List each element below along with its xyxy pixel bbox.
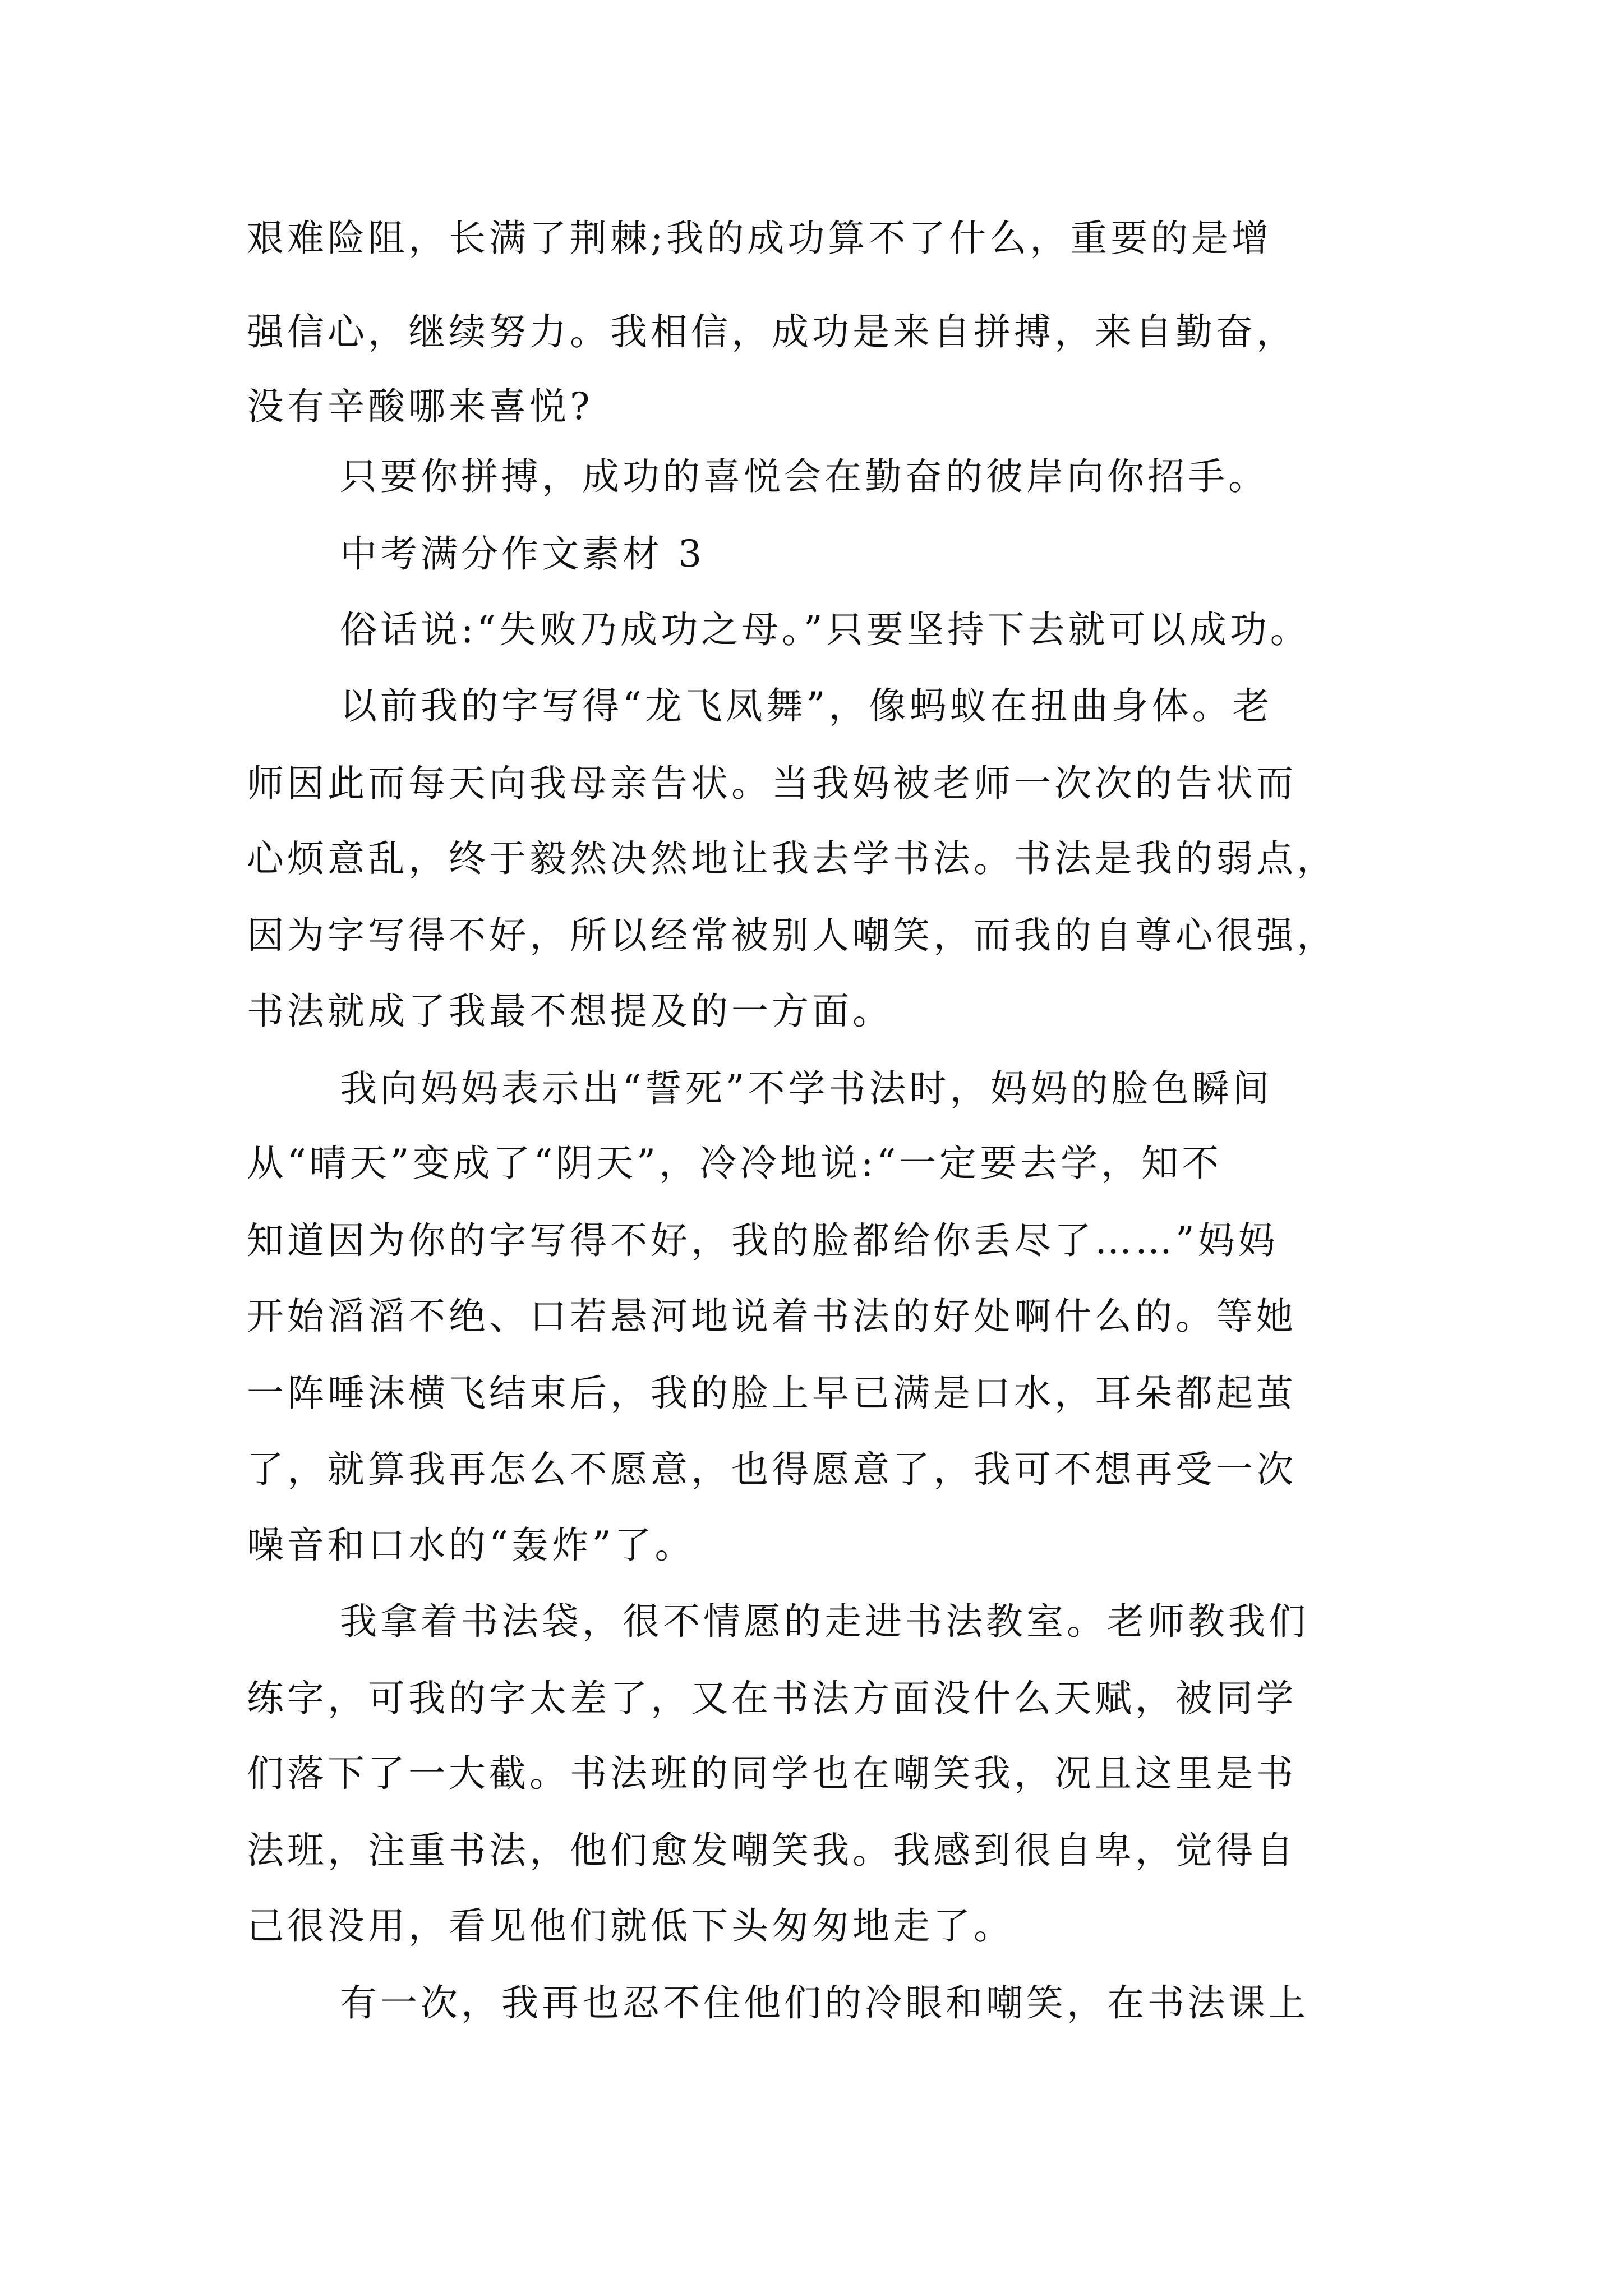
text-line: 艰难险阻，长满了荆棘;我的成功算不了什么，重要的是增: [247, 217, 1272, 260]
text-line: 从“晴天”变成了“阴天”，冷冷地说:“一定要去学，知不: [247, 1142, 1222, 1185]
text-line: 只要你拼搏，成功的喜悦会在勤奋的彼岸向你招手。: [340, 455, 1269, 498]
text-line: 强信心，继续努力。我相信，成功是来自拼搏，来自勤奋，: [247, 310, 1297, 353]
text-line: 师因此而每天向我母亲告状。当我妈被老师一次次的告状而: [247, 762, 1297, 805]
text-line: 没有辛酸哪来喜悦?: [247, 385, 593, 428]
text-line: 了，就算我再怎么不愿意，也得愿意了，我可不想再受一次: [247, 1448, 1297, 1491]
text-line: 俗话说:“失败乃成功之母。”只要坚持下去就可以成功。: [340, 608, 1311, 651]
text-line: 书法就成了我最不想提及的一方面。: [247, 990, 893, 1033]
text-line: 一阵唾沫横飞结束后，我的脸上早已满是口水，耳朵都起茧: [247, 1372, 1297, 1415]
text-line: 开始滔滔不绝、口若悬河地说着书法的好处啊什么的。等她: [247, 1295, 1297, 1338]
text-line: 因为字写得不好，所以经常被别人嘲笑，而我的自尊心很强，: [247, 914, 1337, 957]
text-line: 知道因为你的字写得不好，我的脸都给你丢尽了……”妈妈: [247, 1219, 1279, 1262]
text-line: 噪音和口水的“轰炸”了。: [247, 1524, 695, 1567]
text-line: 己很没用，看见他们就低下头匆匆地走了。: [247, 1904, 1014, 1948]
text-line: 心烦意乱，终于毅然决然地让我去学书法。书法是我的弱点，: [247, 837, 1337, 880]
text-line: 们落下了一大截。书法班的同学也在嘲笑我，况且这里是书: [247, 1752, 1297, 1795]
text-line: 法班，注重书法，他们愈发嘲笑我。我感到很自卑，觉得自: [247, 1829, 1297, 1872]
text-line: 我向妈妈表示出“誓死”不学书法时，妈妈的脸色瞬间: [340, 1067, 1273, 1110]
text-line: 练字，可我的字太差了，又在书法方面没什么天赋，被同学: [247, 1677, 1297, 1720]
text-line: 以前我的字写得“龙飞凤舞”，像蚂蚁在扭曲身体。老: [340, 684, 1273, 728]
section-heading: 中考满分作文素材 3: [340, 532, 705, 576]
text-line: 有一次，我再也忍不住他们的冷眼和嘲笑，在书法课上: [340, 1981, 1309, 2024]
text-line: 我拿着书法袋，很不情愿的走进书法教室。老师教我们: [340, 1600, 1309, 1643]
